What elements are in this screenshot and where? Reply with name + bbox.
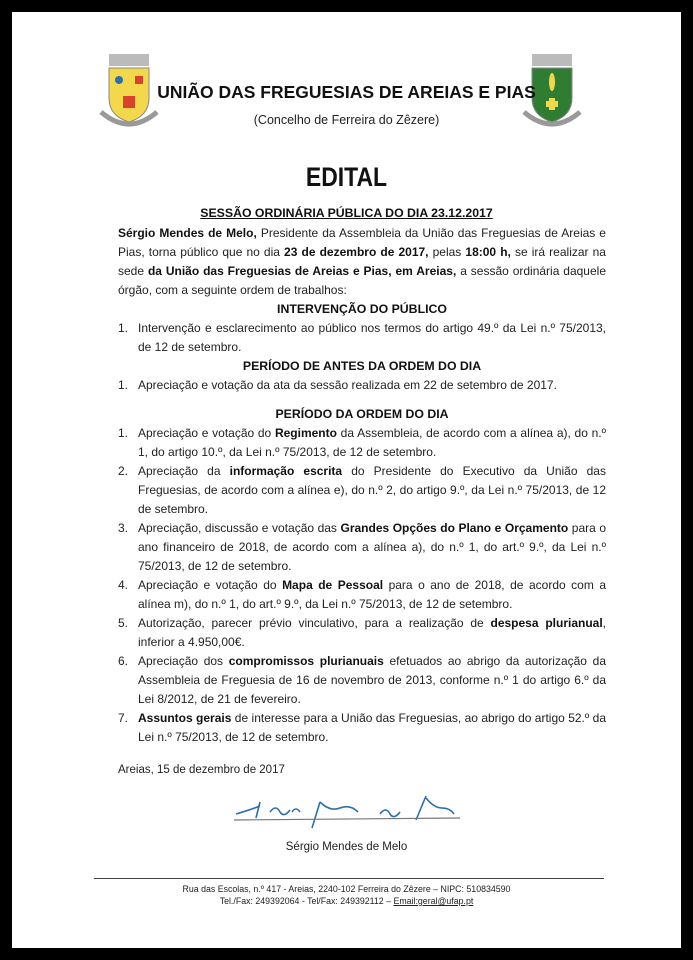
footer-divider <box>94 878 604 879</box>
agenda-list <box>118 424 606 747</box>
bold-text: Grandes Opções do Plano e Orçamento <box>340 521 569 535</box>
text: Apreciação e votação da ata da sessão realizada em 22 de setembro de 2017. <box>138 378 557 392</box>
text: Apreciação e votação do <box>138 426 275 440</box>
text: Intervenção e esclarecimento ao público nos termos do artigo 49.º da Lei n.º 75/2013, de 12 de setembro. <box>138 321 606 354</box>
text: , inferior a 4.950,00€. <box>138 616 607 649</box>
agenda-item <box>118 652 606 709</box>
text: de interesse para a União das Freguesias, ao abrigo do artigo 52.º da Lei n.º 75/2013, de 12 de setembro. <box>138 711 606 744</box>
item-number: 5. <box>118 616 129 630</box>
bold-text: da União das Freguesias de Areias e Pias, em Areias, <box>147 264 457 278</box>
item-number: 4. <box>118 578 129 592</box>
agenda-item <box>118 709 606 747</box>
footer-address: Rua das Escolas, n.º 417 - Areias, 2240-102 Ferreira do Zêzere – NIPC: 510834590 <box>182 884 511 894</box>
agenda-item <box>118 614 606 652</box>
footer-phones: Tel./Fax: 249392064 - Tel/Fax: 249392112 – <box>219 896 394 906</box>
session-title: SESSÃO ORDINÁRIA PÚBLICA DO DIA 23.12.2017 <box>200 206 493 220</box>
bold-text: Assuntos gerais <box>138 711 232 725</box>
bold-text: compromissos plurianuais <box>228 654 384 668</box>
text: da Assembleia, de acordo com a alínea a), do n.º 1, do artigo 10.º, da Lei n.º 75/2013, de 12 de setembro. <box>138 426 606 459</box>
text: do Presidente do Executivo da União das Freguesias, de acordo com a alínea e), do n.º 2, do artigo 9.º, da Lei n.º 75/2013, de 12 de setembro. <box>138 464 606 516</box>
text: Apreciação da <box>138 464 230 478</box>
section-heading: PERÍODO DA ORDEM DO DIA <box>275 407 449 421</box>
text: a sessão ordinária daquele órgão, com a seguinte ordem de trabalhos: <box>118 264 606 297</box>
item-number: 2. <box>118 464 129 478</box>
bold-text: 18:00 h, <box>465 245 511 259</box>
agenda-item <box>118 519 606 576</box>
footer <box>12 883 681 907</box>
text: Apreciação e votação do <box>138 578 283 592</box>
text: Apreciação, discussão e votação das <box>138 521 341 535</box>
document-body <box>118 224 606 747</box>
text: para o ano de 2018, de acordo com a alínea m), do n.º 1, do art.º 9.º, da Lei n.º 75/2013, de 12 de setembro. <box>138 578 606 611</box>
text: Presidente da Assembleia da União das Freguesias de Areias e Pias, torna público que no dia <box>118 226 606 259</box>
text: se irá realizar na sede <box>118 245 606 278</box>
bold-text: Regimento <box>274 426 337 440</box>
agenda-item <box>118 424 606 462</box>
bold-text: Mapa de Pessoal <box>282 578 384 592</box>
bold-text: 23 de dezembro de 2017, <box>284 245 429 259</box>
text: efetuados ao abrigo da autorização da Assembleia de Freguesia de 16 de novembro de 2013, conforme n.º 1 do artigo 6.º da Lei 8/2012, de 21 de fevereiro. <box>138 654 606 706</box>
document-title: EDITAL <box>305 162 388 192</box>
bold-text: despesa plurianual <box>490 616 603 630</box>
agenda-item <box>118 319 606 357</box>
agenda-item <box>118 376 606 395</box>
agenda-item <box>118 576 606 614</box>
item-number: 3. <box>118 521 129 535</box>
agenda-list <box>118 319 606 357</box>
signatory-name: Sérgio Mendes de Melo <box>285 841 408 853</box>
text: Apreciação dos <box>138 654 229 668</box>
place-date: Areias, 15 de dezembro de 2017 <box>118 764 285 776</box>
item-number: 7. <box>118 711 129 725</box>
bold-text: informação escrita <box>229 464 343 478</box>
text: Autorização, parecer prévio vinculativo, para a realização de <box>138 616 491 630</box>
section-heading: PERÍODO DE ANTES DA ORDEM DO DIA <box>242 359 482 373</box>
item-number: 1. <box>118 321 129 335</box>
section-heading: INTERVENÇÃO DO PÚBLICO <box>277 302 447 316</box>
intro-paragraph <box>118 224 606 300</box>
document-page <box>12 12 681 948</box>
item-number: 6. <box>118 654 129 668</box>
item-number: 1. <box>118 426 129 440</box>
organization-subtitle: (Concelho de Ferreira do Zêzere) <box>253 113 440 127</box>
item-number: 1. <box>118 378 129 392</box>
agenda-item <box>118 462 606 519</box>
bold-text: Sérgio Mendes de Melo, <box>118 226 257 240</box>
footer-email-link[interactable]: Email:geral@ufap.pt <box>393 896 474 906</box>
signature-image <box>230 784 470 834</box>
text: para o ano financeiro de 2018, de acordo com a alínea a), do n.º 1, do art.º 9.º, da Lei n.º 75/2013, de 12 de setembro. <box>138 521 607 573</box>
agenda-list <box>118 376 606 395</box>
text: pelas <box>428 245 466 259</box>
organization-title: UNIÃO DAS FREGUESIAS DE AREIAS E PIAS <box>157 82 536 102</box>
